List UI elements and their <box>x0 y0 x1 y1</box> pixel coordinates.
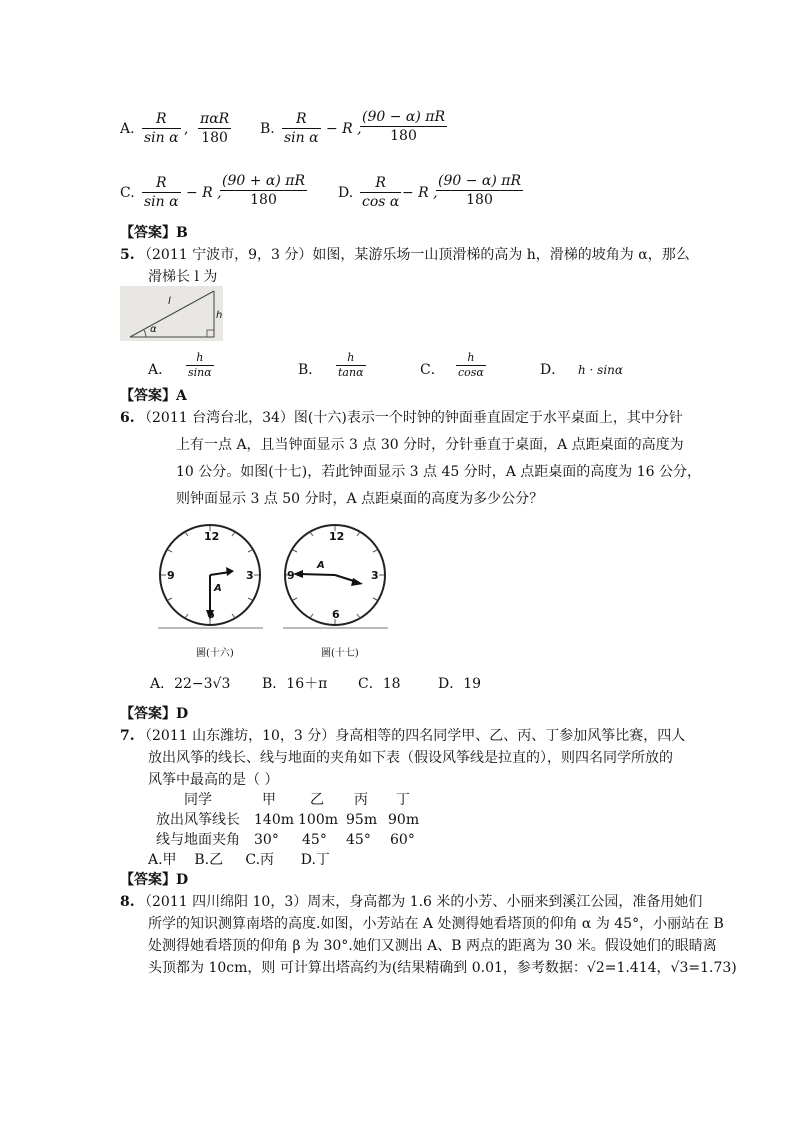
q4-option-d-minus-r: − R , <box>402 185 438 201</box>
q7-row2-val-2: 45° <box>302 832 327 848</box>
q5-option-a-label: A． <box>148 362 173 378</box>
q8-text-line-3: 处测得她看塔顶的仰角 β 为 30°.她们又测出 A、B 两点的距离为 30 米。假设她们的眼睛离 <box>148 938 717 954</box>
q6-option-b: B．16＋π <box>262 676 328 692</box>
q7-table-header-3: 丙 <box>354 792 368 808</box>
slide-triangle-diagram <box>120 286 223 341</box>
q8-text-line-2: 所学的知识测算南塔的高度.如图，小芳站在 A 处测得她看塔顶的仰角 α 为 45°，小丽站在 B <box>148 916 724 932</box>
q4-option-b-fraction-1: $\frac{R}{\text{sin α}}$ <box>284 111 319 146</box>
q4-option-b-label: B. <box>260 121 275 137</box>
q6-option-d: D．19 <box>438 676 482 692</box>
q5-option-d-text: h · sinα <box>578 363 623 377</box>
q4-option-c-minus-r: − R , <box>186 185 222 201</box>
clock-17-num-12: 12 <box>329 530 345 543</box>
q4-option-a-fraction-1: $\frac{R}{\text{sin α}}$ <box>144 111 179 146</box>
q6-answer: 【答案】D <box>120 706 189 722</box>
q4-option-d-fraction-2: $\frac{(90 - \alpha) \pi R}{180}$ <box>438 173 522 208</box>
q7-row2-val-4: 60° <box>390 832 415 848</box>
clock-16-point-a: A <box>214 583 222 594</box>
clock-17-num-9: 9 <box>287 569 295 582</box>
clock-16-num-9: 9 <box>167 569 175 582</box>
fig-label-l: l <box>168 296 171 307</box>
q7-row2-val-1: 30° <box>254 832 279 848</box>
q7-text-line-1: （2011 山东潍坊，10，3 分）身高相等的四名同学甲、乙、丙、丁参加风筝比赛，四人 <box>138 728 686 744</box>
clock-17-caption: 圖(十七) <box>321 648 359 659</box>
q7-row1-val-2: 100m <box>298 812 338 828</box>
q5-option-c-fraction: $\frac{h}{\cos\alpha}$ <box>458 351 484 379</box>
q4-option-c-fraction-1: $\frac{R}{\text{sin α}}$ <box>144 175 179 210</box>
clock-figure-16 <box>158 520 263 660</box>
q7-table-header-1: 甲 <box>262 792 276 808</box>
q4-option-b-minus-r: − R , <box>326 121 362 137</box>
clock-16-num-3: 3 <box>246 569 254 582</box>
clock-17-point-a: A <box>317 560 325 571</box>
q5-number: 5. <box>120 247 135 263</box>
q7-options: A.甲 B.乙 C.丙 D.丁 <box>148 852 330 868</box>
clock-figure-17 <box>283 520 388 660</box>
q8-number: 8. <box>120 894 135 910</box>
q7-table-header-0: 同学 <box>184 792 212 808</box>
clock-16-num-12: 12 <box>204 530 220 543</box>
q4-answer: 【答案】B <box>120 225 188 241</box>
q6-text-line-3: 10 公分。如图(十七)，若此钟面显示 3 点 45 分时，A 点距桌面的高度为 16 公分， <box>176 464 701 480</box>
fig-label-h: h <box>216 310 223 321</box>
q4-option-c-label: C. <box>120 185 135 201</box>
q5-option-b-fraction: $\frac{h}{\tan\alpha}$ <box>338 351 364 379</box>
q7-row1-val-1: 140m <box>254 812 294 828</box>
q5-text-line-1: （2011 宁波市，9，3 分）如图，某游乐场一山顶滑梯的高为 h，滑梯的坡角为 α，那么 <box>138 247 690 263</box>
q6-number: 6. <box>120 410 135 426</box>
q8-text-line-4: 头顶都为 10cm，则 可计算出塔高约为(结果精确到 0.01，参考数据：√2=1.414，√3=1.73) <box>148 960 737 976</box>
q7-row2-label: 线与地面夹角 <box>156 832 240 848</box>
q5-slide-figure <box>120 286 223 341</box>
q5-option-d-label: D． <box>540 362 566 378</box>
q6-text-line-2: 上有一点 A，且当钟面显示 3 点 30 分时，分针垂直于桌面，A 点距桌面的高度为 <box>176 437 684 453</box>
q5-answer: 【答案】A <box>120 388 187 404</box>
clock-17-num-3: 3 <box>371 569 379 582</box>
q4-option-b-fraction-2: $\frac{(90 - \alpha) \pi R}{180}$ <box>362 109 446 144</box>
q5-option-c-label: C． <box>420 362 445 378</box>
q7-row1-val-3: 95m <box>346 812 378 828</box>
q8-text-line-1: （2011 四川绵阳 10，3）周末，身高都为 1.6 米的小芳、小丽来到溪江公园，准备用她们 <box>138 894 703 910</box>
q6-option-a: A．22−3√3 <box>150 676 231 692</box>
clock-17-num-6: 6 <box>332 608 340 621</box>
q4-option-d-label: D. <box>338 185 354 201</box>
q4-comma: , <box>184 121 189 137</box>
q5-text-line-2: 滑梯长 l 为 <box>148 269 218 285</box>
q6-text-line-4: 则钟面显示 3 点 50 分时，A 点距桌面的高度为多少公分？ <box>176 491 544 507</box>
q5-option-a-fraction: $\frac{h}{\sin\alpha}$ <box>188 351 212 379</box>
q7-row1-label: 放出风筝线长 <box>156 812 240 828</box>
q7-table-header-4: 丁 <box>396 792 410 808</box>
q6-option-c: C．18 <box>358 676 401 692</box>
q7-text-line-2: 放出风筝的线长、线与地面的夹角如下表（假设风筝线是拉直的），则四名同学所放的 <box>148 750 673 766</box>
q7-table-header-2: 乙 <box>310 792 324 808</box>
q7-text-line-3: 风筝中最高的是（ ） <box>148 772 279 788</box>
clock-16-num-6: 6 <box>207 608 215 621</box>
q4-option-a-fraction-2: παR 180 <box>200 111 230 146</box>
q7-row1-val-4: 90m <box>388 812 420 828</box>
q4-option-d-fraction-1: $\frac{R}{\text{cos α}}$ <box>362 175 400 210</box>
fig-label-alpha: α <box>150 324 157 335</box>
q7-row2-val-3: 45° <box>346 832 371 848</box>
q4-option-c-fraction-2: $\frac{(90 + \alpha) \pi R}{180}$ <box>222 173 306 208</box>
q7-number: 7. <box>120 728 135 744</box>
q7-answer: 【答案】D <box>120 872 189 888</box>
q5-option-b-label: B． <box>298 362 323 378</box>
clock-16-caption: 圖(十六) <box>196 648 234 659</box>
q4-option-a-label: A. <box>120 121 135 137</box>
q6-text-line-1: （2011 台湾台北，34）图(十六)表示一个时钟的钟面垂直固定于水平桌面上，其中分针 <box>138 410 683 426</box>
